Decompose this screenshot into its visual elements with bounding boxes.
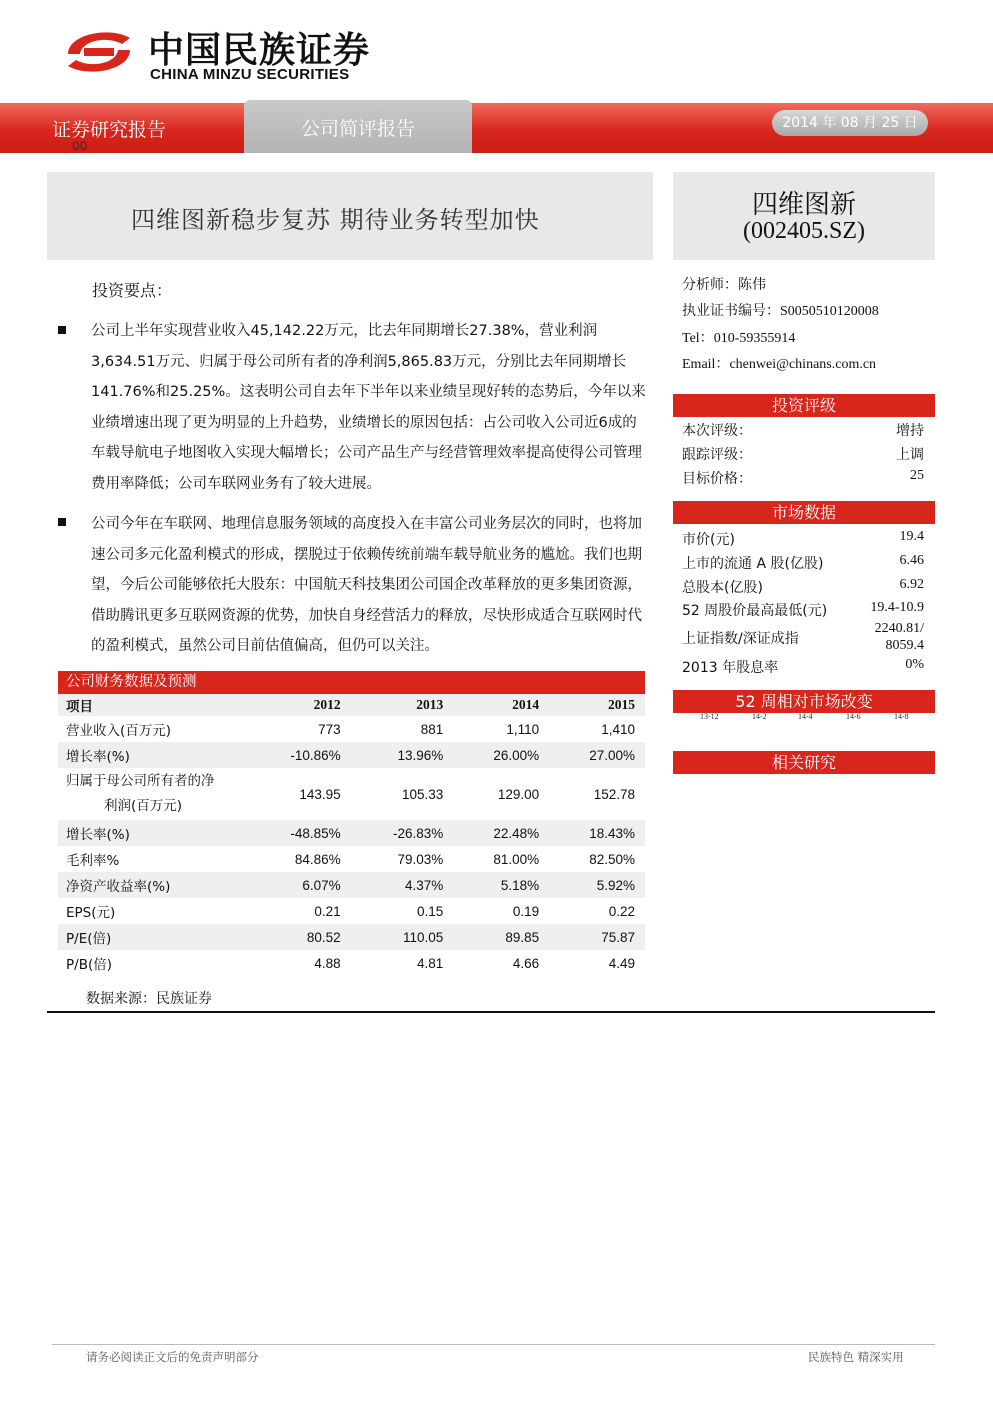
table-header-cell: 项目 bbox=[66, 699, 93, 715]
analyst-email-link[interactable]: chenwei@chinans.com.cn bbox=[729, 357, 877, 372]
table-row bbox=[58, 924, 645, 950]
market-value-line-1: 2240.81/ bbox=[874, 621, 924, 636]
table-header-row bbox=[58, 694, 645, 716]
market-value: 19.4-10.9 bbox=[870, 600, 924, 615]
analyst-email bbox=[682, 353, 876, 373]
footer-rule bbox=[52, 1344, 935, 1345]
financials-title: 公司财务数据及预测 bbox=[58, 671, 645, 694]
table-row bbox=[58, 768, 645, 820]
cell: 6.07% bbox=[302, 877, 341, 893]
table-header-cell: 2015 bbox=[608, 697, 635, 712]
market-value bbox=[875, 620, 924, 654]
market-label: 上市的流通 A 股(亿股) bbox=[682, 556, 824, 572]
axis-tick-label: 14-6 bbox=[846, 712, 861, 721]
row-label: P/E(倍) bbox=[66, 931, 112, 947]
cell: 4.49 bbox=[608, 955, 635, 971]
rating-label: 跟踪评级： bbox=[682, 447, 752, 463]
market-label: 市价(元) bbox=[682, 532, 735, 548]
analyst-cert-value: S0050510120008 bbox=[780, 304, 879, 319]
brand-logo bbox=[60, 22, 400, 84]
cell: 4.66 bbox=[512, 955, 540, 971]
row-label-line-2: 利润(百万元) bbox=[104, 798, 183, 814]
report-type-label: 公司简评报告 bbox=[300, 118, 415, 140]
market-row bbox=[682, 621, 926, 653]
cell: 0.15 bbox=[416, 903, 444, 919]
cell: 4.37% bbox=[404, 877, 444, 893]
cell: 110.05 bbox=[402, 929, 444, 945]
rating-value: 上调 bbox=[896, 447, 924, 463]
bullet-icon bbox=[58, 326, 66, 334]
market-label: 2013 年股息率 bbox=[682, 660, 779, 676]
cell: 881 bbox=[420, 721, 444, 737]
stock-name: 四维图新 bbox=[751, 190, 856, 220]
market-row bbox=[682, 577, 926, 597]
cell: 4.88 bbox=[314, 955, 341, 971]
table-header-cell: 2014 bbox=[512, 697, 540, 712]
key-points-heading: 投资要点： bbox=[92, 281, 173, 300]
axis-tick-label: 13-12 bbox=[700, 712, 719, 721]
axis-tick-label: 14-2 bbox=[752, 712, 767, 721]
report-title-box bbox=[47, 172, 653, 260]
cell: -10.86% bbox=[290, 747, 341, 763]
stock-code: (002405.SZ) bbox=[743, 218, 865, 244]
rating-title: 投资评级 bbox=[673, 394, 935, 417]
analyst-tel-value: 010-59355914 bbox=[713, 331, 796, 346]
cell: 18.43% bbox=[589, 825, 635, 841]
axis-tick-label: 14-4 bbox=[798, 712, 813, 721]
market-value-line-2: 8059.4 bbox=[885, 638, 924, 653]
cell: 0.22 bbox=[608, 903, 635, 919]
cell: 89.85 bbox=[505, 929, 540, 945]
cell: 105.33 bbox=[401, 786, 444, 802]
report-type-tab bbox=[244, 100, 472, 153]
market-value: 6.92 bbox=[899, 577, 924, 592]
row-label-line-1: 归属于母公司所有者的净 bbox=[66, 773, 215, 789]
table-header-cell: 2013 bbox=[416, 697, 444, 712]
footer-slogan: 民族特色 精深实用 bbox=[808, 1350, 904, 1364]
market-value: 0% bbox=[905, 657, 924, 672]
row-label: 净资产收益率(%) bbox=[66, 879, 171, 895]
table-row bbox=[58, 820, 645, 846]
cell: 27.00% bbox=[589, 747, 635, 763]
market-value: 19.4 bbox=[899, 529, 924, 544]
analyst-name-label: 分析师： bbox=[682, 277, 738, 293]
analyst-tel-label: Tel： bbox=[682, 331, 714, 346]
cell: 79.03% bbox=[397, 851, 444, 867]
footer-disclaimer: 请务必阅读正文后的免责声明部分 bbox=[86, 1350, 259, 1364]
market-row bbox=[682, 657, 926, 677]
row-label: 增长率(%) bbox=[66, 827, 130, 843]
market-row bbox=[682, 553, 926, 573]
logo-english-name: CHINA MINZU SECURITIES bbox=[150, 66, 350, 83]
cell: 1,110 bbox=[506, 721, 540, 737]
rating-label: 本次评级： bbox=[682, 423, 752, 439]
table-row bbox=[58, 872, 645, 898]
divider bbox=[47, 1011, 935, 1013]
report-sub-code: 00 bbox=[72, 139, 88, 153]
cell: 5.92% bbox=[596, 877, 635, 893]
row-label: 毛利率% bbox=[66, 853, 120, 869]
related-title: 相关研究 bbox=[673, 751, 935, 774]
row-label: 营业收入(百万元) bbox=[66, 723, 172, 739]
logo-chinese-name: 中国民族证券 bbox=[148, 30, 371, 71]
market-title: 市场数据 bbox=[673, 501, 935, 524]
analyst-cert bbox=[682, 300, 879, 320]
logo-mark-icon bbox=[60, 24, 138, 80]
key-point-paragraph-2: 公司今年在车联网、地理信息服务领域的高度投入在丰富公司业务层次的同时，也将加速公司多元化盈利模式的形成，摆脱过于依赖传统前端车载导航业务的尴尬。我们也期望，今后公司能够依托大股东：中国航天科技集团公司国企改革释放的更多集团资源，借助腾讯更多互联网资源的优势，加快自身经营活力的释放，尽快形成适合互联网时代的盈利模式，虽然公司目前估值偏高，但仍可以关注。 bbox=[91, 516, 642, 654]
market-row bbox=[682, 600, 926, 620]
cell: 1,410 bbox=[601, 721, 635, 737]
cell: 152.78 bbox=[593, 786, 635, 802]
cell: 13.96% bbox=[397, 747, 444, 763]
cell: 84.86% bbox=[294, 851, 341, 867]
market-row bbox=[682, 529, 926, 549]
rating-row bbox=[682, 468, 926, 488]
axis-tick-label: 14-8 bbox=[894, 712, 909, 721]
market-label: 52 周股价最高最低(元) bbox=[682, 603, 828, 619]
week52-axis bbox=[700, 712, 930, 722]
cell: 4.81 bbox=[416, 955, 444, 971]
analyst-cert-label: 执业证书编号： bbox=[682, 303, 780, 319]
stock-box bbox=[673, 172, 935, 260]
cell: 129.00 bbox=[497, 786, 540, 802]
bullet-icon bbox=[58, 518, 66, 526]
cell: 773 bbox=[318, 721, 341, 737]
market-value: 6.46 bbox=[899, 553, 924, 568]
rating-row bbox=[682, 420, 926, 440]
table-row bbox=[58, 716, 645, 742]
analyst-name-value: 陈伟 bbox=[738, 277, 766, 293]
report-title: 四维图新稳步复苏 期待业务转型加快 bbox=[131, 206, 540, 234]
analyst-name bbox=[682, 274, 766, 294]
row-label: 增长率(%) bbox=[66, 749, 130, 765]
cell: -26.83% bbox=[392, 825, 444, 841]
table-row bbox=[58, 898, 645, 924]
rating-label: 目标价格： bbox=[682, 471, 752, 487]
cell: 80.52 bbox=[306, 929, 341, 945]
rating-value: 增持 bbox=[896, 423, 924, 439]
rating-value: 25 bbox=[910, 468, 924, 483]
cell: 81.00% bbox=[493, 851, 540, 867]
cell: -48.85% bbox=[290, 825, 341, 841]
rating-row bbox=[682, 444, 926, 464]
market-label: 上证指数/深证成指 bbox=[682, 631, 799, 647]
cell: 0.19 bbox=[512, 903, 540, 919]
row-label: EPS(元) bbox=[66, 905, 116, 921]
report-date: 2014 年 08 月 25 日 bbox=[772, 110, 928, 136]
market-label: 总股本(亿股) bbox=[682, 580, 763, 596]
row-label bbox=[58, 768, 248, 820]
analyst-tel bbox=[682, 327, 795, 347]
cell: 143.95 bbox=[299, 786, 341, 802]
financials-table bbox=[58, 694, 645, 976]
analyst-email-label: Email： bbox=[682, 357, 730, 372]
key-point-paragraph-1: 公司上半年实现营业收入45,142.22万元，比去年同期增长27.38%，营业利润3,634.51万元、归属于母公司所有者的净利润5,865.83万元，分别比去年同期增长141.76%和25.25%。这表明公司自去年下半年以来业绩呈现好转的态势后，今年以来业绩增速出现了更为明显的上升趋势，业绩增长的原因包括：占公司收入公司近6成的车载导航电子地图收入实现大幅增长；公司产品生产与经营管理效率提高使得公司管理费用率降低；公司车联网业务有了较大进展。 bbox=[91, 323, 646, 492]
table-row bbox=[58, 742, 645, 768]
cell: 82.50% bbox=[589, 851, 635, 867]
week52-title: 52 周相对市场改变 bbox=[673, 690, 935, 713]
cell: 0.21 bbox=[314, 903, 341, 919]
table-row bbox=[58, 950, 645, 976]
cell: 22.48% bbox=[493, 825, 540, 841]
cell: 26.00% bbox=[493, 747, 540, 763]
row-label: P/B(倍) bbox=[66, 957, 112, 973]
report-category: 证券研究报告 bbox=[52, 119, 167, 141]
cell: 75.87 bbox=[601, 929, 635, 945]
cell: 5.18% bbox=[500, 877, 540, 893]
table-header-cell: 2012 bbox=[313, 697, 341, 712]
table-row bbox=[58, 846, 645, 872]
data-source: 数据来源：民族证券 bbox=[86, 991, 212, 1007]
